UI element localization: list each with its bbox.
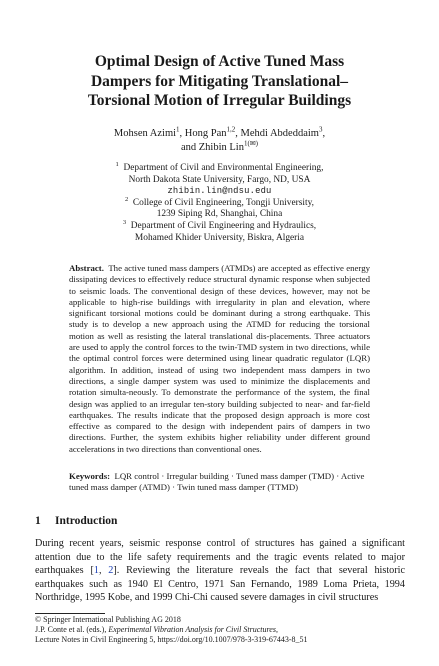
author-list — [60, 127, 379, 155]
footer — [35, 615, 307, 646]
keywords-text: LQR control · Irregular building · Tuned mass damper (TMD) · Active tuned mass damper (ATMD) · Twin tuned mass damper (TTMD) — [69, 471, 365, 493]
section-number: 1 — [35, 515, 41, 527]
author-name: Mohsen Azimi — [113, 128, 177, 139]
author-name: Zhibin Lin — [198, 142, 244, 153]
affiliation-2 — [50, 195, 389, 221]
affiliation-number: 1 — [115, 160, 119, 168]
author-name: Hong Pan — [184, 128, 227, 139]
affiliation-number: 2 — [124, 195, 129, 203]
author-line: Mohsen Azimi$^1$, Hong Pan$^{1,2}$, Mehdi Abdeddaim$^3$, — [113, 125, 326, 139]
affiliation-line: Mohamed Khider University, Biskra, Algeria — [134, 232, 305, 243]
keywords — [69, 471, 370, 494]
section-heading — [35, 515, 117, 527]
affiliations — [50, 160, 389, 244]
keywords-label: Keywords: — [69, 471, 111, 481]
author-affil-mark: 1 — [176, 125, 180, 134]
affiliation-line: Department of Civil and Environmental Engineering, — [123, 163, 324, 173]
author-conjunction: and — [180, 142, 197, 153]
abstract-label: Abstract. — [69, 263, 104, 273]
book-citation: J.P. Conte et al. (eds.), Experimental Vibration Analysis for Civil Structures, — [35, 625, 278, 635]
abstract — [69, 263, 370, 455]
affiliation-3 — [50, 218, 389, 244]
section-title: Introduction — [55, 515, 118, 527]
abstract-text: The active tuned mass dampers (ATMDs) are accepted as effective energy dissipating devices to effectively reduce structural dynamic response when subjected to seismic loads. The conventional design of these devices, however, may not be applicable to high-rise buildings with irregularity in plan and elevation, where significant torsional motions could be dominant during a strong earthquake. This study is to develop a new approach using the ATMD for reducing the torsional motion as well as resisting the lateral translational dis-placements. Three actuators are used to apply the control forces to the twin-TMD system in two directions, while the optimal control forces were determined using linear quadratic regulator (LQR) algorithm. In addition, instead of using two independent mass dampers in two directions, a single damper system was used to minimize the displacements and rotation simulta-neously. To demonstrate the performance of the system, the final design was applied to an irregular ten-story building subjected to near- and far-field earthquakes. The results indicate that the proposed design approach is more cost effective as compared to the design with independent pairs of dampers in two directions. Further, the system exhibits higher reliability under different ground accelerations in two directions than conventional ones. — [69, 263, 370, 454]
affiliation-line: College of Civil Engineering, Tongji University, — [132, 197, 315, 208]
affiliation-1 — [50, 160, 389, 198]
copyright-line: © Springer International Publishing AG 2018 — [35, 615, 181, 624]
author-line — [60, 141, 379, 155]
author-email-link[interactable]: zhibin.lin@ndsu.edu — [167, 186, 272, 197]
affiliation-line: 1239 Siping Rd, Shanghai, China — [156, 209, 283, 220]
citation-link[interactable]: 1 — [93, 565, 99, 577]
body-paragraph — [35, 537, 405, 605]
author-name: Mehdi Abdeddaim — [240, 128, 319, 139]
title-line: Optimal Design of Active Tuned Mass — [94, 53, 345, 70]
affiliation-line: North Dakota State University, Fargo, ND, USA — [128, 174, 311, 185]
citation-separator: , — [98, 565, 109, 577]
footer-divider — [35, 613, 105, 614]
title-line: Torsional Motion of Irregular Buildings — [87, 92, 352, 109]
body-text: During recent years, seismic response control of structures has gained a significant attention due to the life safety requirements and the tragic events related to major earthquakes [ — [35, 538, 405, 577]
affiliation-number: 3 — [122, 218, 127, 226]
affiliation-line: Department of Civil Engineering and Hydraulics, — [130, 220, 317, 231]
author-affil-mark: 1,2 — [226, 125, 236, 134]
author-affil-mark: 3 — [318, 125, 323, 134]
doi-line[interactable]: Lecture Notes in Civil Engineering 5, https://doi.org/10.1007/978-3-319-67443-8_51 — [35, 635, 308, 645]
body-text: ]. Reviewing the literature reveals the fact that several historic earthquakes such as 1940 El Centro, 1971 San Fernando, 1989 Loma Prieta, 1994 Northridge, 1995 Kobe, and 1999 Chi-Chi caused severe damages in civil structures — [35, 565, 406, 604]
paper-title — [40, 52, 399, 111]
title-line: Dampers for Mitigating Translational– — [90, 72, 349, 90]
author-affil-mark: 1(✉) — [243, 139, 259, 148]
citation-link[interactable]: 2 — [108, 565, 114, 577]
book-title: Experimental Vibration Analysis for Civil Structures — [108, 625, 276, 635]
